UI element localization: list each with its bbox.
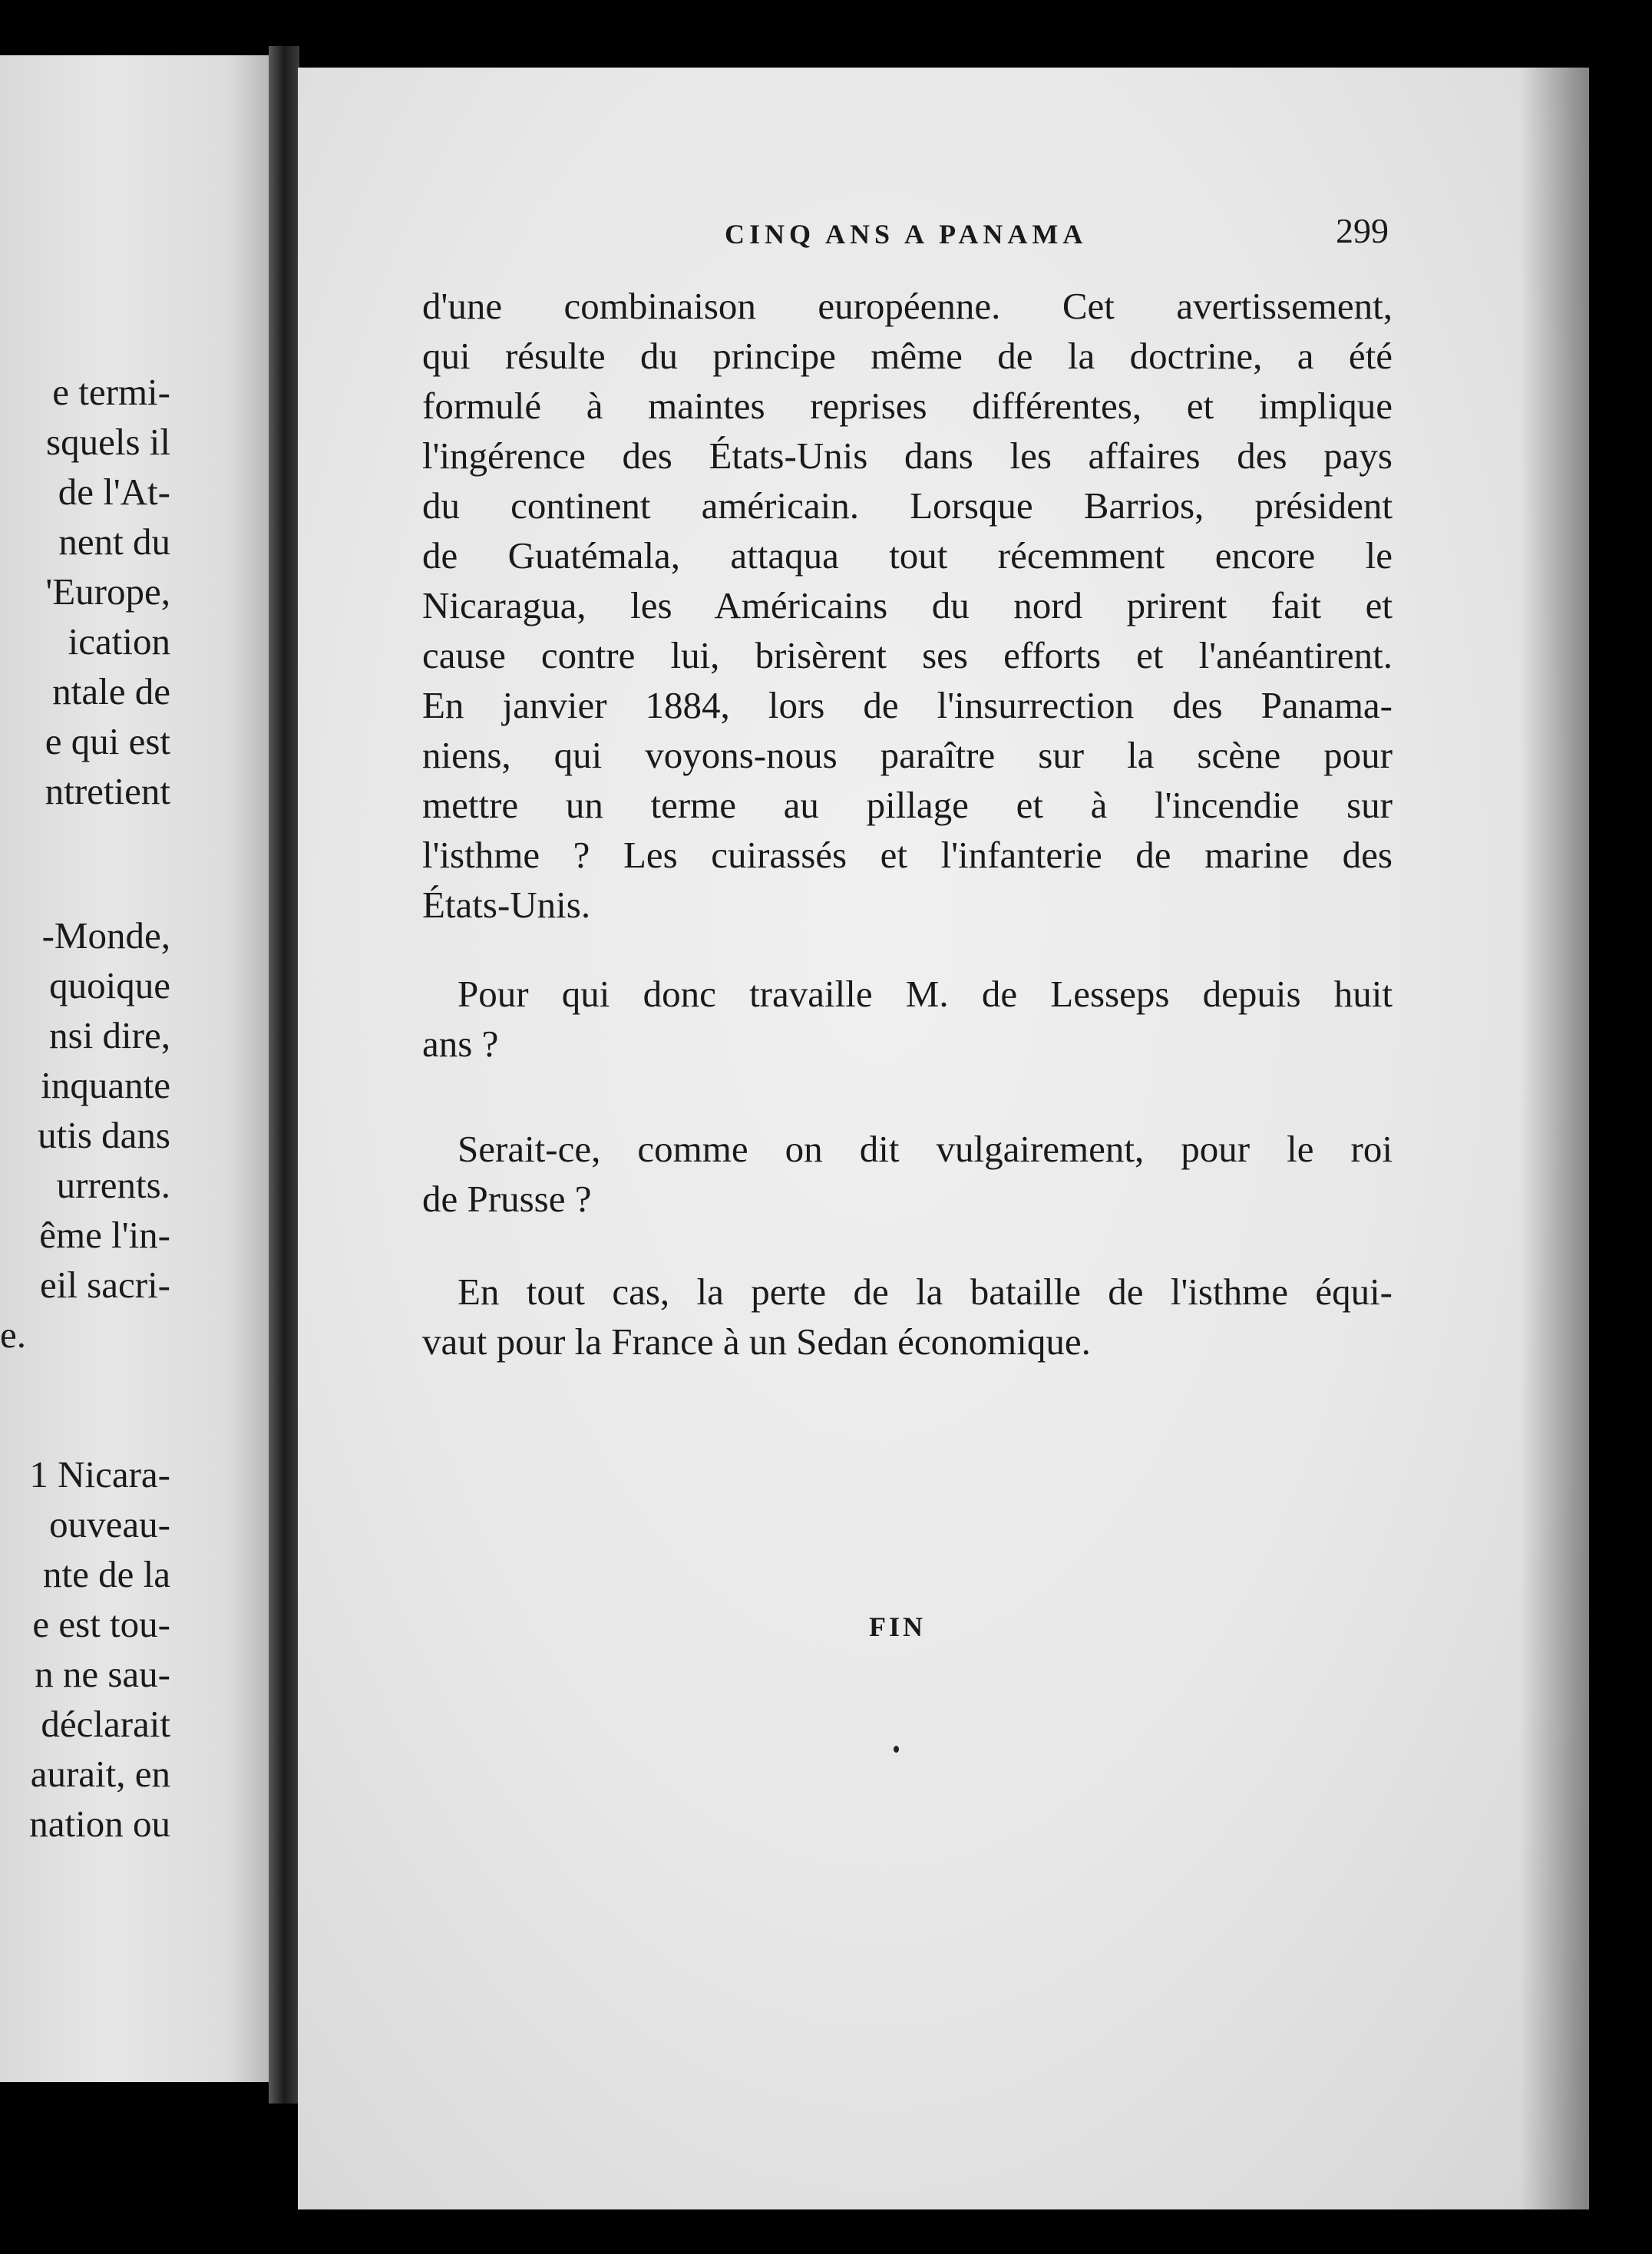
left-page-line: ême l'in-	[39, 1214, 170, 1256]
text-line: du continent américain. Lorsque Barrios, président	[422, 484, 1393, 527]
text-line: vaut pour la France à un Sedan économique.	[422, 1320, 1091, 1363]
previous-page-fragment	[0, 55, 269, 2082]
text-line: ans ?	[422, 1023, 499, 1065]
left-page-line: ouveau-	[49, 1503, 170, 1545]
text-line: cause contre lui, brisèrent ses efforts et l'anéantirent.	[422, 634, 1393, 676]
left-page-line: nent du	[58, 521, 170, 563]
text-line: qui résulte du principe même de la doctrine, a été	[422, 335, 1393, 377]
left-page-line: -Monde,	[41, 914, 170, 957]
ink-speck	[894, 1746, 899, 1753]
text-line: l'ingérence des États-Unis dans les affaires des pays	[422, 435, 1393, 477]
left-page-line: e est tou-	[32, 1603, 170, 1645]
left-page-line: ntretient	[45, 770, 170, 812]
text-line: En tout cas, la perte de la bataille de l'isthme équi-	[458, 1271, 1393, 1313]
text-line: niens, qui voyons-nous paraître sur la scène pour	[422, 734, 1393, 776]
text-line: l'isthme ? Les cuirassés et l'infanterie de marine des	[422, 834, 1393, 876]
left-page-line: nte de la	[43, 1553, 170, 1595]
text-line: Nicaragua, les Américains du nord prirent fait et	[422, 584, 1393, 626]
left-page-line: déclarait	[41, 1703, 170, 1745]
left-page-line: e qui est	[45, 720, 170, 762]
text-line: mettre un terme au pillage et à l'incendie sur	[422, 784, 1393, 826]
page-edge-shadow	[1520, 68, 1589, 2209]
left-page-line: n ne sau-	[35, 1653, 170, 1695]
left-page-line: nsi dire,	[49, 1014, 170, 1056]
left-page-line: eil sacri-	[39, 1264, 170, 1306]
left-page-line: aurait, en	[30, 1753, 170, 1795]
text-line: de Guatémala, attaqua tout récemment encore le	[422, 534, 1393, 577]
left-page-line: de l'At-	[58, 471, 170, 513]
text-line: Pour qui donc travaille M. de Lesseps depuis huit	[458, 973, 1393, 1015]
left-page-line: 'Europe,	[45, 570, 170, 613]
text-line: États-Unis.	[422, 884, 591, 926]
left-page-line: utis dans	[38, 1114, 170, 1156]
page-number: 299	[1336, 211, 1389, 250]
left-page-line: quoique	[49, 964, 170, 1006]
left-page-line: e.	[0, 1314, 26, 1356]
book-gutter	[269, 46, 299, 2104]
text-line: de Prusse ?	[422, 1178, 592, 1220]
left-page-line: e termi-	[52, 371, 170, 413]
left-page-line: nation ou	[29, 1803, 170, 1845]
running-head: CINQ ANS A PANAMA	[725, 219, 1088, 250]
text-line: d'une combinaison européenne. Cet avertissement,	[422, 285, 1393, 327]
text-line: formulé à maintes reprises différentes, et implique	[422, 385, 1393, 427]
left-page-line: inquante	[41, 1064, 170, 1106]
left-page-line: squels il	[46, 421, 170, 463]
current-page	[298, 68, 1589, 2209]
left-page-line: ntale de	[52, 670, 170, 712]
left-page-line: urrents.	[56, 1164, 170, 1206]
left-page-line: 1 Nicara-	[29, 1453, 170, 1496]
text-line: Serait-ce, comme on dit vulgairement, pour le roi	[458, 1128, 1393, 1170]
text-line: En janvier 1884, lors de l'insurrection des Panama-	[422, 684, 1393, 726]
closing-word: FIN	[869, 1611, 926, 1642]
left-page-line: ication	[68, 620, 170, 663]
